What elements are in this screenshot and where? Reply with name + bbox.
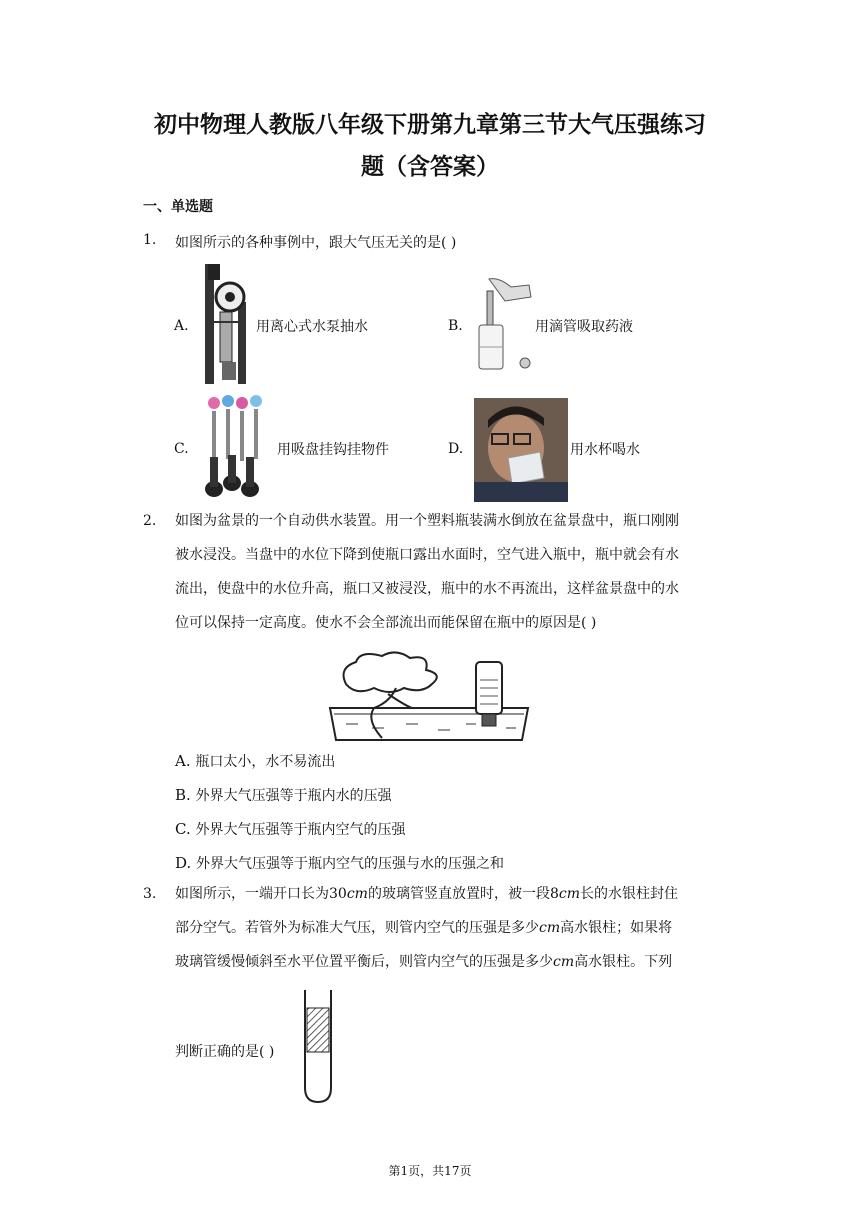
drinking-water-photo — [474, 398, 568, 502]
question-2-stem — [175, 504, 720, 640]
q2-option-a-letter: A. — [175, 752, 191, 770]
q1-option-c-text: 用吸盘挂钩挂物件 — [277, 442, 389, 458]
page-footer: 第1页，共17页 — [388, 1164, 472, 1178]
question-2-line: 如图为盆景的一个自动供水装置。用一个塑料瓶装满水倒放在盆景盘中，瓶口刚刚 — [175, 513, 679, 529]
q1-option-d-text: 用水杯喝水 — [570, 442, 640, 458]
q2-option-d-letter: D. — [175, 854, 192, 872]
document-title-line-1: 初中物理人教版八年级下册第九章第三节大气压强练习 — [154, 111, 706, 138]
question-2-line: 位可以保持一定高度。使水不会全部流出而能保留在瓶中的原因是( ) — [175, 615, 597, 631]
question-3-line-1: 如图所示，一端开口长为30cm的玻璃管竖直放置时，被一段8cm长的水银柱封住 — [175, 886, 678, 902]
suction-hooks-figure — [200, 393, 272, 503]
q1-option-c-letter: C. — [174, 441, 189, 457]
q2-option-c-letter: C. — [175, 820, 191, 838]
document-title-line-2: 题（含答案） — [361, 153, 499, 180]
glass-tube-mercury-figure — [300, 988, 336, 1106]
question-3-line-3: 玻璃管缓慢倾斜至水平位置平衡后，则管内空气的压强是多少cm高水银柱。下列 — [175, 954, 673, 970]
q2-option-b-text: 外界大气压强等于瓶内水的压强 — [195, 788, 392, 804]
section-heading: 一、单选题 — [143, 199, 213, 215]
q1-option-b-text: 用滴管吸取药液 — [535, 319, 633, 335]
bonsai-water-supply-figure — [326, 650, 532, 742]
question-1-number: 1. — [143, 232, 157, 248]
q2-option-a-text: 瓶口太小，水不易流出 — [195, 754, 336, 770]
q2-option-c — [175, 819, 406, 839]
q2-option-b — [175, 785, 392, 805]
q2-option-d — [175, 853, 504, 873]
centrifugal-pump-figure — [200, 262, 252, 384]
q2-option-a — [175, 751, 335, 771]
question-1-stem: 如图所示的各种事例中，跟大气压无关的是( ) — [175, 235, 457, 251]
question-3-line-2: 部分空气。若管外为标准大气压，则管内空气的压强是多少cm高水银柱；如果将 — [175, 920, 673, 936]
question-3-line-4: 判断正确的是( ) — [175, 1044, 275, 1060]
q1-option-d-letter: D. — [448, 441, 464, 457]
dropper-bottle-figure — [471, 277, 535, 373]
q1-option-b-letter: B. — [448, 318, 463, 334]
q1-option-a-text: 用离心式水泵抽水 — [256, 319, 368, 335]
q1-option-a-letter: A. — [174, 318, 189, 334]
question-2-line: 被水浸没。当盘中的水位下降到使瓶口露出水面时，空气进入瓶中，瓶中就会有水 — [175, 547, 679, 563]
q2-option-c-text: 外界大气压强等于瓶内空气的压强 — [195, 822, 406, 838]
question-2-line: 流出，使盘中的水位升高，瓶口又被浸没，瓶中的水不再流出，这样盆景盘中的水 — [175, 581, 679, 597]
question-3-number: 3. — [143, 886, 157, 902]
question-3-stem — [175, 877, 720, 979]
q2-option-b-letter: B. — [175, 786, 191, 804]
q2-option-d-text: 外界大气压强等于瓶内空气的压强与水的压强之和 — [196, 856, 505, 872]
question-2-number: 2. — [143, 513, 157, 529]
